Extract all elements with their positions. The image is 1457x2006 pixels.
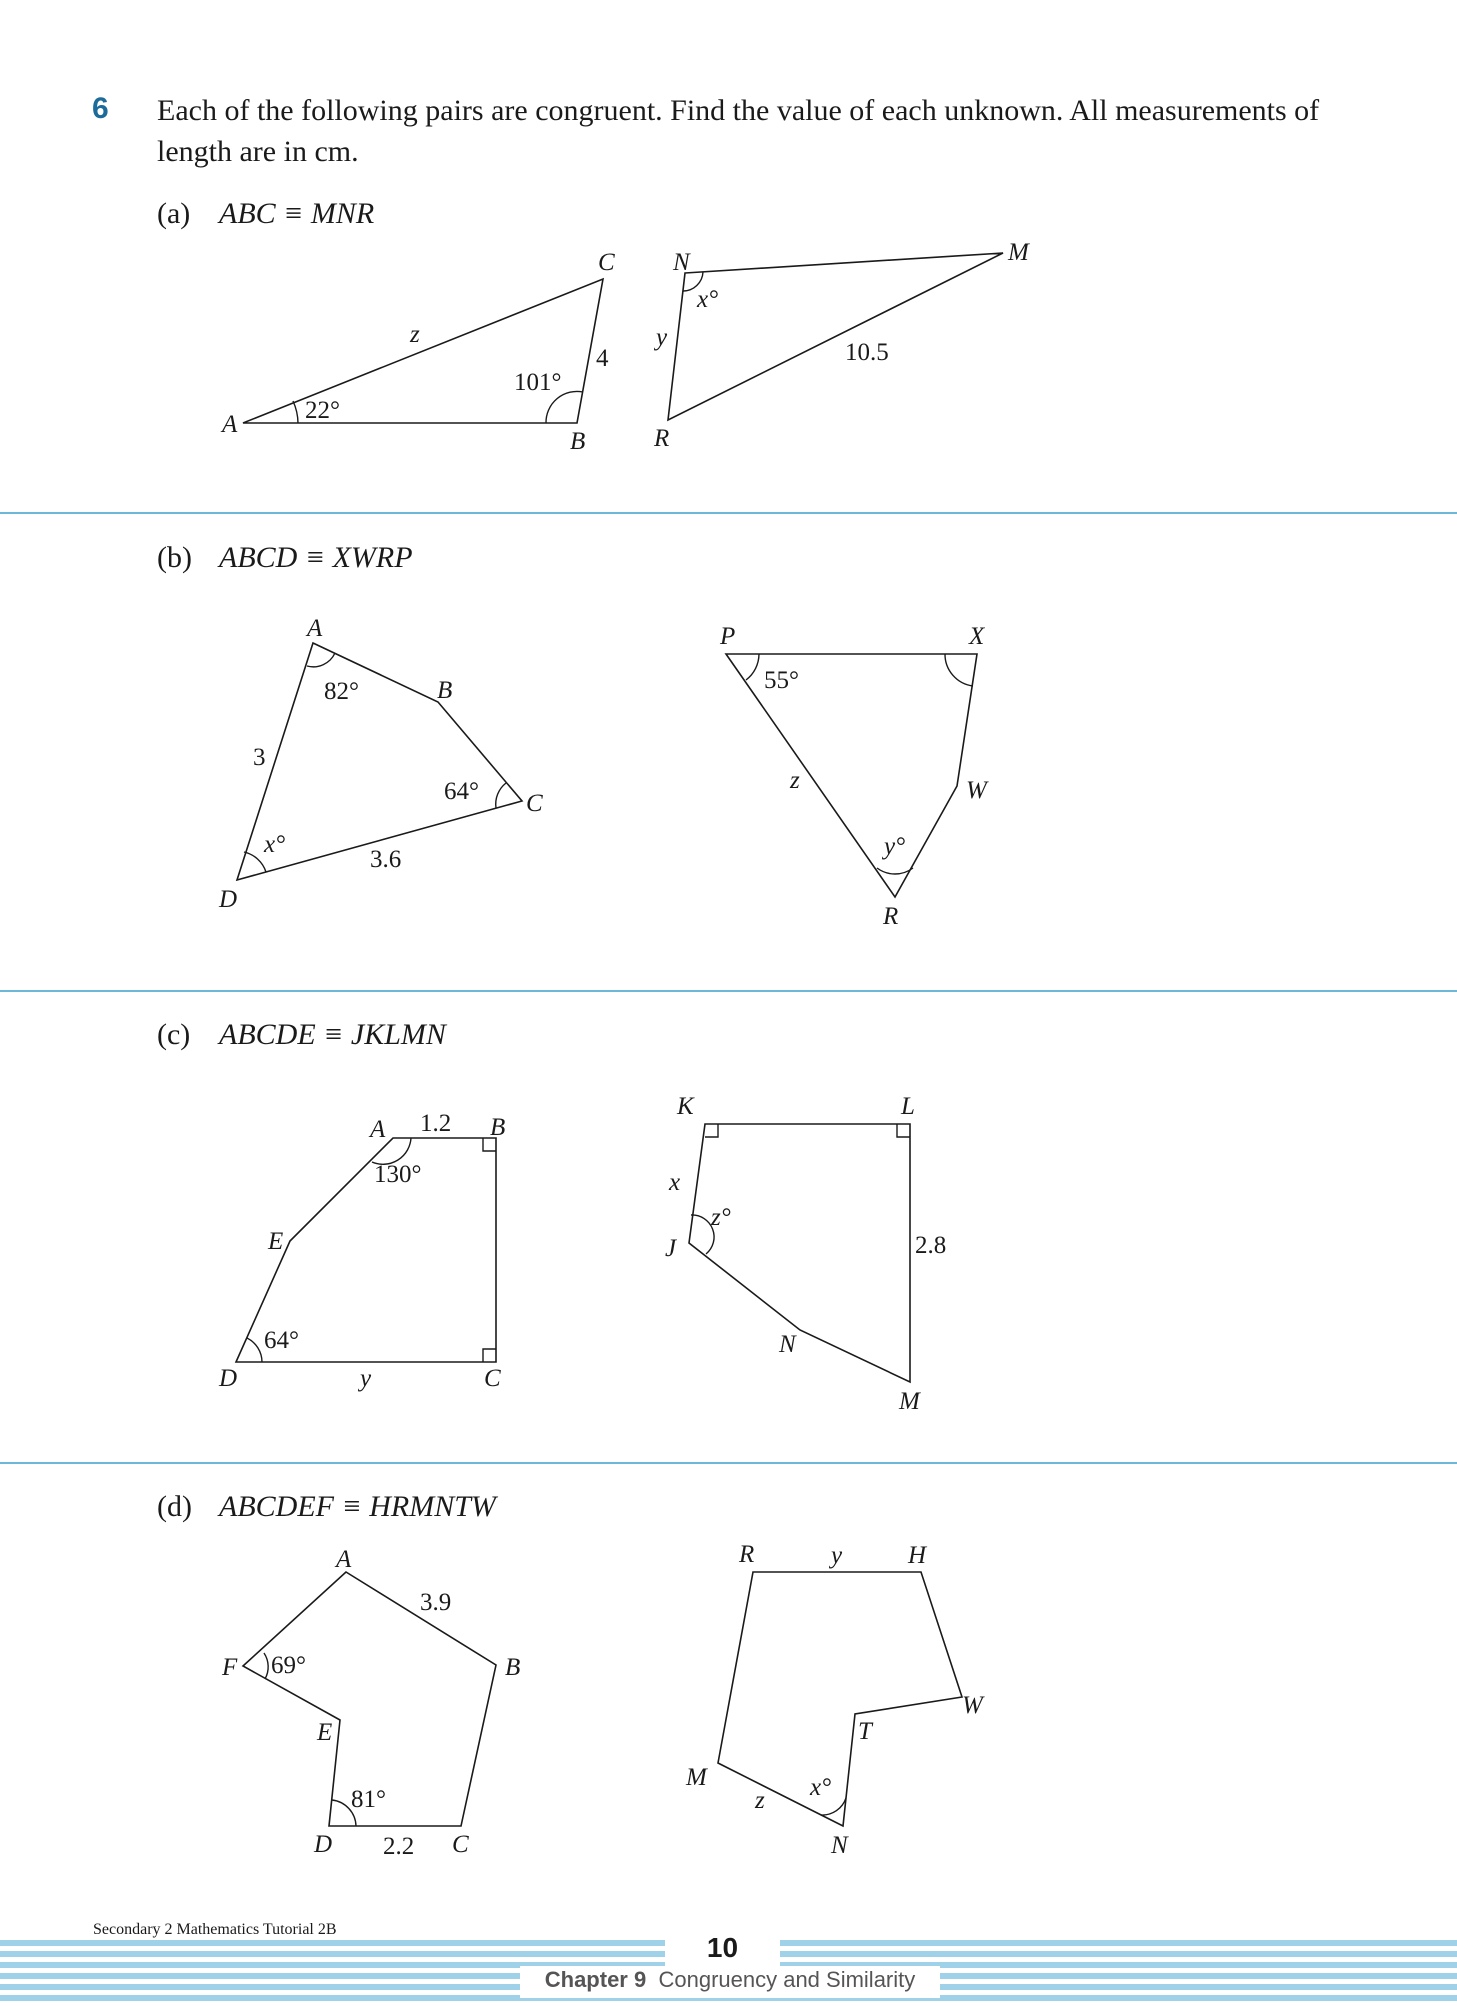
angle-label-x: x° xyxy=(810,1774,832,1801)
figure-b-quadrilateral-abcd xyxy=(218,615,543,913)
figure-a-triangle-mnr xyxy=(653,239,1030,452)
angle-label-101: 101° xyxy=(514,369,562,396)
part-label: (a) xyxy=(157,197,191,230)
side-label-10-5: 10.5 xyxy=(845,339,889,366)
book-title: Secondary 2 Mathematics Tutorial 2B xyxy=(93,1921,337,1938)
angle-label-x: x° xyxy=(697,286,719,313)
figure-b-quadrilateral-xwrp xyxy=(719,623,989,930)
vertex-label-W: W xyxy=(962,1692,983,1719)
vertex-label-L: L xyxy=(901,1093,915,1120)
vertex-label-B: B xyxy=(570,428,586,455)
angle-label-64: 64° xyxy=(264,1327,299,1354)
figure-a-triangle-abc xyxy=(220,249,615,455)
vertex-label-X: X xyxy=(969,623,985,650)
chapter-number: Chapter 9 xyxy=(544,1967,647,1992)
vertex-label-B: B xyxy=(437,677,453,704)
vertex-label-M: M xyxy=(686,1764,707,1791)
side-label-y: y xyxy=(360,1365,372,1392)
angle-label-130: 130° xyxy=(374,1161,422,1188)
figure-d-hexagon-abcdef xyxy=(221,1546,520,1860)
side-label-z: z xyxy=(755,1787,765,1814)
angle-label-81: 81° xyxy=(351,1786,386,1813)
angle-label-z: z° xyxy=(711,1204,731,1231)
vertex-label-D: D xyxy=(314,1831,333,1858)
vertex-label-A: A xyxy=(307,615,323,642)
side-label-y: y xyxy=(656,324,668,351)
side-label-z: z xyxy=(410,321,420,348)
figure-d-hexagon-hrmntw xyxy=(685,1541,985,1859)
vertex-label-M: M xyxy=(899,1388,920,1415)
angle-label-69: 69° xyxy=(271,1652,306,1679)
vertex-label-N: N xyxy=(779,1331,796,1358)
side-label-1-2: 1.2 xyxy=(420,1110,452,1137)
vertex-label-T: T xyxy=(858,1718,872,1745)
vertex-label-K: K xyxy=(677,1093,694,1120)
chapter-footer xyxy=(520,1967,940,1993)
vertex-label-C: C xyxy=(598,249,615,276)
vertex-label-E: E xyxy=(317,1719,333,1746)
vertex-label-D: D xyxy=(219,1365,238,1392)
question-text: Each of the following pairs are congruent. Find the value of each unknown. All measurements of length are in cm. xyxy=(157,94,1320,168)
vertex-label-J: J xyxy=(665,1235,677,1262)
angle-label-82: 82° xyxy=(324,678,359,705)
angle-label-22: 22° xyxy=(305,397,340,424)
side-label-x: x xyxy=(669,1169,681,1196)
vertex-label-E: E xyxy=(268,1228,284,1255)
vertex-label-A: A xyxy=(336,1546,352,1573)
congruence-statement: ABCDEF ≡ HRMNTW xyxy=(219,1490,496,1523)
figure-c-pentagon-jklmn xyxy=(665,1093,946,1415)
vertex-label-C: C xyxy=(526,790,543,817)
side-label-3: 3 xyxy=(253,744,266,771)
vertex-label-B: B xyxy=(505,1654,521,1681)
vertex-label-A: A xyxy=(370,1116,386,1143)
part-label: (c) xyxy=(157,1018,191,1051)
vertex-label-H: H xyxy=(908,1542,927,1569)
vertex-label-N: N xyxy=(831,1832,848,1859)
vertex-label-D: D xyxy=(219,886,238,913)
side-label-3-6: 3.6 xyxy=(370,846,402,873)
angle-label-y: y° xyxy=(884,833,906,860)
vertex-label-R: R xyxy=(654,425,670,452)
question-number: 6 xyxy=(92,92,109,125)
part-label: (b) xyxy=(157,541,192,574)
vertex-label-B: B xyxy=(490,1114,506,1141)
angle-label-55: 55° xyxy=(764,667,799,694)
chapter-title: Congruency and Similarity xyxy=(658,1967,916,1992)
vertex-label-C: C xyxy=(484,1365,501,1392)
vertex-label-R: R xyxy=(739,1541,755,1568)
side-label-y: y xyxy=(831,1542,843,1569)
side-label-4: 4 xyxy=(596,345,609,372)
vertex-label-N: N xyxy=(673,249,690,276)
side-label-2-2: 2.2 xyxy=(383,1833,415,1860)
side-label-3-9: 3.9 xyxy=(420,1589,452,1616)
vertex-label-R: R xyxy=(883,903,899,930)
vertex-label-A: A xyxy=(222,411,238,438)
congruence-statement: ABC ≡ MNR xyxy=(219,197,375,230)
congruence-statement: ABCDE ≡ JKLMN xyxy=(219,1018,446,1051)
angle-label-x: x° xyxy=(264,831,286,858)
figure-c-pentagon-abcde xyxy=(218,1110,505,1392)
vertex-label-M: M xyxy=(1008,239,1029,266)
page-number: 10 xyxy=(706,1932,739,1963)
angle-label-64: 64° xyxy=(444,778,479,805)
part-label: (d) xyxy=(157,1490,192,1523)
side-label-z: z xyxy=(790,767,800,794)
vertex-label-F: F xyxy=(222,1654,238,1681)
vertex-label-C: C xyxy=(452,1831,469,1858)
congruence-statement: ABCD ≡ XWRP xyxy=(219,541,413,574)
vertex-label-P: P xyxy=(720,623,736,650)
side-label-2-8: 2.8 xyxy=(915,1232,947,1259)
vertex-label-W: W xyxy=(966,777,987,804)
